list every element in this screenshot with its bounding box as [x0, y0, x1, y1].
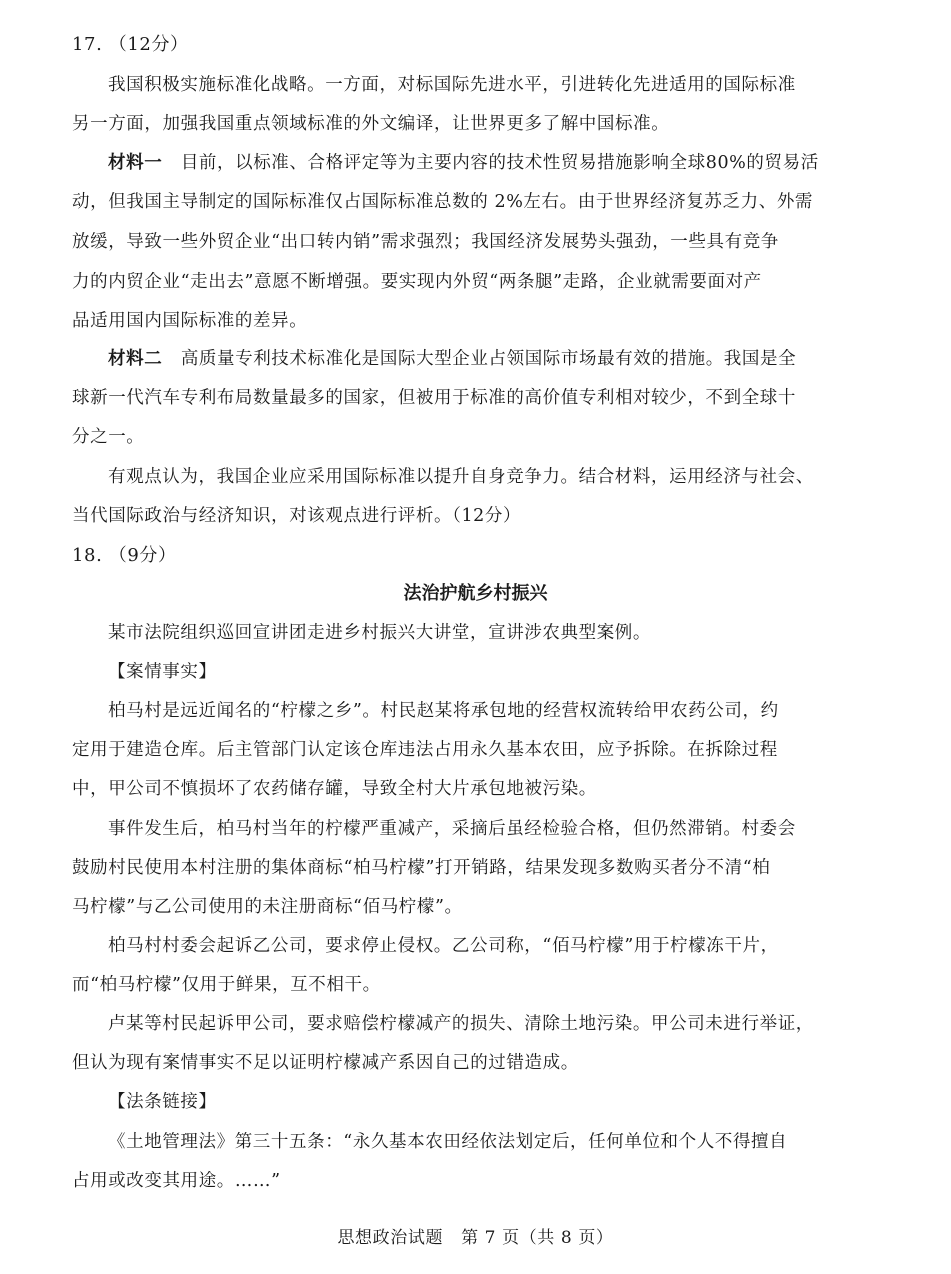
material-1-label: 材料一: [108, 153, 163, 173]
q17-intro-line: 另一方面，加强我国重点领域标准的外文编译，让世界更多了解中国标准。: [72, 114, 670, 134]
material-2-label: 材料二: [108, 349, 163, 369]
material-2-line: 分之一。: [72, 427, 145, 447]
material-2-line: [108, 347, 796, 371]
material-1-text: 目前，以标准、合格评定等为主要内容的技术性贸易措施影响全球80%的贸易活: [180, 153, 819, 173]
material-2-line: 球新一代汽车专利布局数量最多的国家，但被用于标准的高价值专利相对较少，不到全球十: [72, 388, 796, 408]
facts-line: 但认为现有案情事实不足以证明柠檬减产系因自己的过错造成。: [72, 1053, 579, 1073]
law-line: 《土地管理法》第三十五条：“永久基本农田经依法划定后，任何单位和个人不得擅自: [108, 1132, 788, 1152]
q17-question-line: 有观点认为，我国企业应采用国际标准以提升自身竞争力。结合材料，运用经济与社会、: [108, 467, 814, 487]
facts-line: 卢某等村民起诉甲公司，要求赔偿柠檬减产的损失、清除土地污染。甲公司未进行举证，: [108, 1014, 814, 1034]
facts-line: 柏马村村委会起诉乙公司，要求停止侵权。乙公司称，“佰马柠檬”用于柠檬冻干片，: [108, 936, 779, 956]
law-line: 占用或改变其用途。……”: [72, 1171, 281, 1191]
facts-line: 马柠檬”与乙公司使用的未注册商标“佰马柠檬”。: [72, 897, 463, 917]
question-17-header: 17. （12分）: [72, 34, 189, 55]
facts-line: 定用于建造仓库。后主管部门认定该仓库违法占用永久基本农田，应予拆除。在拆除过程: [72, 740, 778, 760]
material-1-line: 放缓，导致一些外贸企业“出口转内销”需求强烈；我国经济发展势头强劲，一些具有竞争: [72, 232, 779, 252]
material-1-line: [108, 151, 819, 175]
law-heading: 【法条链接】: [108, 1092, 217, 1112]
facts-line: 柏马村是远近闻名的“柠檬之乡”。村民赵某将承包地的经营权流转给甲农药公司，约: [108, 701, 779, 721]
facts-line: 中，甲公司不慎损坏了农药储存罐，导致全村大片承包地被污染。: [72, 779, 597, 799]
facts-line: 而“柏马柠檬”仅用于鲜果，互不相干。: [72, 975, 381, 995]
q18-intro: 某市法院组织巡回宣讲团走进乡村振兴大讲堂，宣讲涉农典型案例。: [108, 623, 651, 643]
material-2-text: 高质量专利技术标准化是国际大型企业占领国际市场最有效的措施。我国是全: [180, 349, 797, 369]
question-18-header: 18. （9分）: [72, 545, 177, 566]
q17-question-line: 当代国际政治与经济知识，对该观点进行评析。（12分）: [72, 506, 522, 526]
material-1-line: 力的内贸企业“走出去”意愿不断增强。要实现内外贸“两条腿”走路，企业就需要面对产: [72, 272, 762, 292]
footer-subject: 思想政治试题: [337, 1228, 444, 1248]
facts-line: 事件发生后，柏马村当年的柠檬严重减产，采摘后虽经检验合格，但仍然滞销。村委会: [108, 819, 796, 839]
footer-page-number: 第 7 页（共 8 页）: [461, 1228, 614, 1248]
page-footer: [0, 1226, 951, 1250]
q18-title: 法治护航乡村振兴: [403, 583, 548, 604]
material-1-line: 品适用国内国际标准的差异。: [72, 311, 308, 331]
facts-line: 鼓励村民使用本村注册的集体商标“柏马柠檬”打开销路，结果发现多数购买者分不清“柏: [72, 858, 771, 878]
facts-heading: 【案情事实】: [108, 662, 217, 682]
q17-intro-line: 我国积极实施标准化战略。一方面，对标国际先进水平，引进转化先进适用的国际标准: [108, 75, 796, 95]
material-1-line: 动，但我国主导制定的国际标准仅占国际标准总数的 2%左右。由于世界经济复苏乏力、外需: [72, 192, 814, 212]
